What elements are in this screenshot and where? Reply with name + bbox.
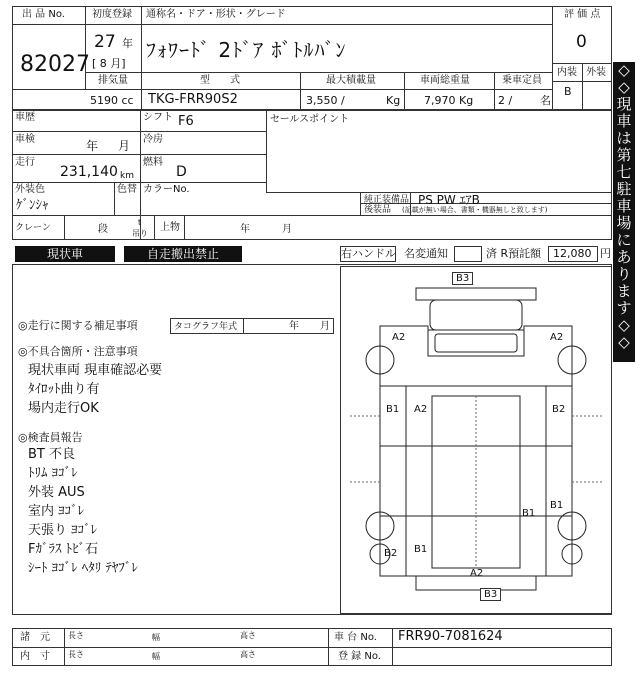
max-load-value: 3,550 / xyxy=(306,94,345,107)
width-label: 幅 xyxy=(152,633,160,642)
as-is-badge: 現状車 xyxy=(15,246,115,262)
mark-b2-right: B2 xyxy=(552,404,566,415)
mileage-value: 231,140 xyxy=(60,164,118,180)
ext-color-label: 外装色 xyxy=(15,184,45,195)
tax-label: 済 R預託額 xyxy=(486,247,542,260)
sidebar-char: ◇ xyxy=(618,78,630,96)
recycle-fee: 12,080 xyxy=(553,247,592,260)
genuine-label: 純正装備品 xyxy=(364,195,410,205)
sidebar-char: ◇ xyxy=(618,316,630,334)
ext-color-value: ｹﾞﾝｼｬ xyxy=(16,198,49,213)
sidebar-char: に xyxy=(616,231,632,249)
inspector-item: ﾄﾘﾑ ﾖｺﾞﾚ xyxy=(28,466,78,481)
sidebar-char: ◇ xyxy=(618,333,630,351)
upper-year: 年 xyxy=(240,224,250,235)
inspection-month: 月 xyxy=(118,139,131,153)
height-label: 高さ xyxy=(240,631,256,640)
sidebar-char: 車 xyxy=(616,112,632,130)
mark-a2-mid: A2 xyxy=(414,404,428,415)
equipment-value: PS PW ｴｱB xyxy=(418,193,480,207)
inspection-year: 年 xyxy=(86,139,99,153)
gross-weight-label: 車両総重量 xyxy=(420,75,470,86)
mark-b1-left: B1 xyxy=(386,404,400,415)
aftermarket-label: 後装品 xyxy=(364,205,392,215)
sidebar-char: ま xyxy=(616,282,632,300)
crane-hoist: 吊り xyxy=(132,229,148,238)
truck-diagram xyxy=(340,266,612,614)
mileage-label: 走行 xyxy=(15,157,35,168)
sidebar-char: 七 xyxy=(616,163,632,181)
reg-year: 27 xyxy=(94,32,116,52)
model-name: ﾌｫﾜｰﾄﾞ 2ﾄﾞｱ ﾎﾞﾄﾙﾊﾞﾝ xyxy=(146,38,347,62)
registration-label: 登 録 No. xyxy=(338,651,381,662)
self-drive-badge: 自走搬出禁止 xyxy=(124,246,242,262)
chassis-number: FRR90-7081624 xyxy=(398,629,503,644)
mark-b3-top: B3 xyxy=(452,272,473,285)
rhd-badge: 右ハンドル xyxy=(341,247,396,260)
capacity-value: 2 / xyxy=(498,94,513,107)
name-change-label: 名変通知 xyxy=(404,247,448,260)
shift-value: F6 xyxy=(178,114,194,129)
mark-a2-bottom: A2 xyxy=(470,568,484,579)
crane-stage: 段 xyxy=(98,224,108,235)
inspector-item: Fｶﾞﾗｽ ﾄﾋﾞ石 xyxy=(28,542,99,557)
gross-weight-value: 7,970 Kg xyxy=(424,94,474,107)
displacement-label: 排気量 xyxy=(98,75,128,86)
inspector-item: 室内 ﾖｺﾞﾚ xyxy=(28,504,85,519)
sidebar-char: 車 xyxy=(616,197,632,215)
crane-ton: t xyxy=(138,218,142,227)
score-value: 0 xyxy=(576,32,587,52)
inspector-item: BT 不良 xyxy=(28,447,75,462)
exterior-label: 外装 xyxy=(586,67,606,78)
interior-label: 内装 xyxy=(557,67,577,78)
max-load-label: 最大積載量 xyxy=(326,75,376,86)
lot-label: 出 品 No. xyxy=(22,9,65,20)
inspector-item: ｼｰﾄ ﾖｺﾞﾚ ﾍﾀﾘ ﾃﾔﾌﾞﾚ xyxy=(28,561,138,576)
reg-year-unit: 年 xyxy=(122,37,133,50)
tachograph-month: 月 xyxy=(320,321,330,332)
shift-label: シフト xyxy=(143,112,173,123)
tachograph-year: 年 xyxy=(289,321,299,332)
ac-label: 冷房 xyxy=(143,134,163,145)
defect-item: 場内走行OK xyxy=(28,401,99,416)
mark-a2-right: A2 xyxy=(550,332,564,343)
aftermarket-note: (記載が無い場合、書類・機器無しと致します) xyxy=(402,206,548,214)
type-label: 型 式 xyxy=(200,75,240,86)
defects-title: ◎不具合箇所・注意事項 xyxy=(18,345,138,358)
inspection-label: 車検 xyxy=(15,134,35,145)
tachograph-label: タコグラフ年式 xyxy=(174,322,238,332)
type-value: TKG-FRR90S2 xyxy=(148,92,238,107)
mark-b1-right-a: B1 xyxy=(550,500,564,511)
fuel-value: D xyxy=(176,164,187,180)
score-label: 評 価 点 xyxy=(564,9,601,20)
color-code-label: カラーNo. xyxy=(143,184,190,195)
crane-label: クレーン xyxy=(15,223,51,233)
inner-height-label: 高さ xyxy=(240,650,256,659)
sidebar-char: 現 xyxy=(616,95,632,113)
sidebar-char: は xyxy=(616,129,632,147)
sales-point-label: セールスポイント xyxy=(270,114,350,125)
yen-unit: 円 xyxy=(600,247,611,260)
inspector-item: 外装 AUS xyxy=(28,485,85,500)
inspector-title: ◎検査員報告 xyxy=(18,431,83,444)
length-label: 長さ xyxy=(68,631,84,640)
dims-label: 諸 元 xyxy=(20,632,50,643)
supplement-title: ◎走行に関する補足事項 xyxy=(18,319,138,332)
interior-grade: B xyxy=(564,85,572,98)
mark-a2-left: A2 xyxy=(392,332,406,343)
capacity-label: 乗車定員 xyxy=(502,75,542,86)
upper-label: 上物 xyxy=(160,222,180,233)
defect-item: ﾀｲﾛｯﾄ曲り有 xyxy=(28,382,100,397)
displacement-value: 5190 cc xyxy=(90,94,134,107)
max-load-unit: Kg xyxy=(386,94,401,107)
sidebar-char: 駐 xyxy=(616,180,632,198)
color-change-label: 色替 xyxy=(117,184,137,195)
location-sidebar xyxy=(613,62,635,362)
sidebar-char: あ xyxy=(616,248,632,266)
lot-number: 82027 xyxy=(20,52,90,77)
mark-b3-bottom: B3 xyxy=(480,588,501,601)
history-label: 車歴 xyxy=(15,112,35,123)
inspector-item: 天張り ﾖｺﾞﾚ xyxy=(28,523,98,538)
defect-item: 現状車両 現車確認必要 xyxy=(28,363,163,378)
mark-b2-left: B2 xyxy=(384,548,398,559)
capacity-unit: 名 xyxy=(540,94,551,107)
first-reg-label: 初度登録 xyxy=(92,9,132,20)
sidebar-char: ◇ xyxy=(618,61,630,79)
name-change-box xyxy=(454,246,482,262)
fuel-label: 燃料 xyxy=(143,157,163,168)
upper-month: 月 xyxy=(282,224,292,235)
chassis-label: 車 台 No. xyxy=(334,632,377,643)
inner-dims-label: 内 寸 xyxy=(20,651,50,662)
inner-width-label: 幅 xyxy=(152,652,160,661)
mileage-unit: km xyxy=(120,171,134,181)
reg-month: [ 8 月] xyxy=(92,57,126,70)
mark-b1-low: B1 xyxy=(414,544,428,555)
mark-b1-right-b: B1 xyxy=(522,508,536,519)
sidebar-char: す xyxy=(616,299,632,317)
model-label: 通称名・ドア・形状・グレード xyxy=(146,9,286,20)
sidebar-char: 第 xyxy=(616,146,632,164)
inner-length-label: 長さ xyxy=(68,650,84,659)
sidebar-char: り xyxy=(616,265,632,283)
sidebar-char: 場 xyxy=(616,214,632,232)
